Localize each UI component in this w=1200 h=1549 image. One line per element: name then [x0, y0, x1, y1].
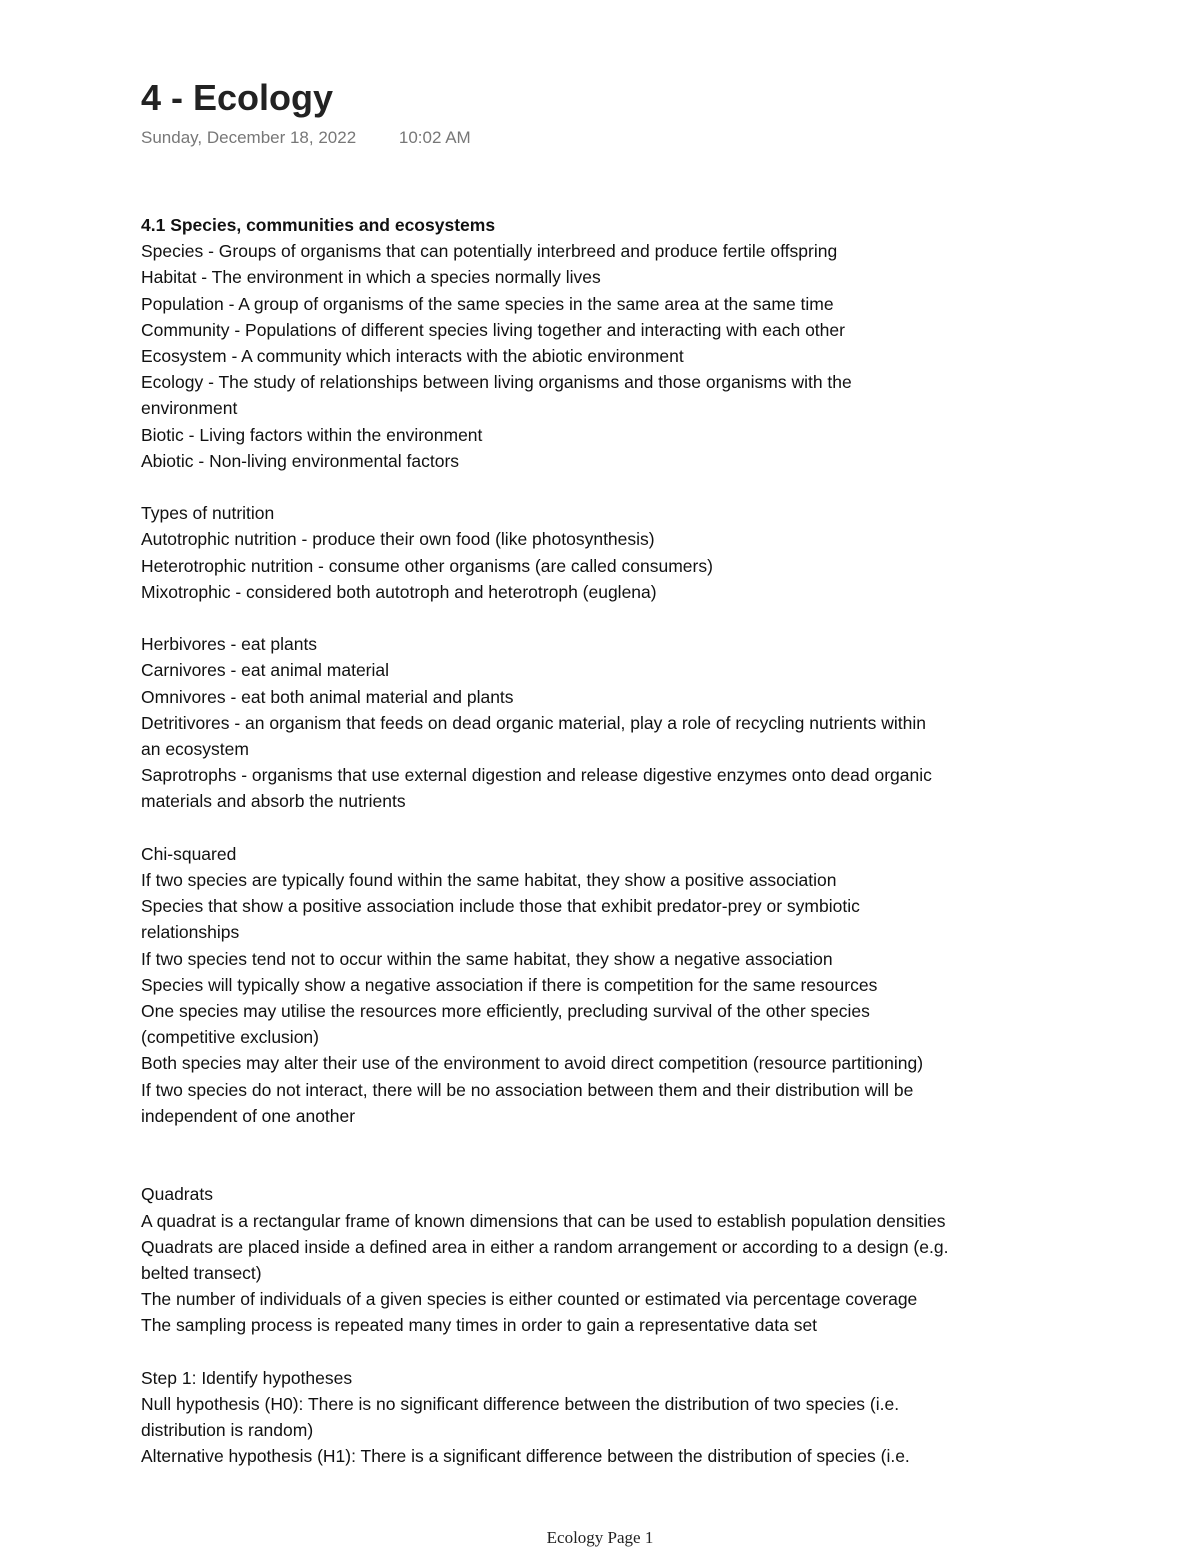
page-title: 4 - Ecology	[141, 77, 334, 118]
note-line: Species - Groups of organisms that can potentially interbreed and produce fertile offspring	[141, 241, 838, 262]
page-header	[141, 74, 471, 148]
note-line: One species may utilise the resources more efficiently, precluding survival of the other species	[141, 1001, 870, 1022]
note-line: (competitive exclusion)	[141, 1027, 319, 1048]
note-line: Both species may alter their use of the environment to avoid direct competition (resource partitioning)	[141, 1053, 924, 1074]
section-heading-nutrition: Types of nutrition	[141, 503, 275, 524]
note-line: Autotrophic nutrition - produce their own food (like photosynthesis)	[141, 529, 655, 550]
note-line: Heterotrophic nutrition - consume other organisms (are called consumers)	[141, 555, 713, 576]
note-line: Abiotic - Non-living environmental factors	[141, 450, 460, 471]
note-line: If two species do not interact, there will be no association between them and their distribution will be	[141, 1079, 914, 1100]
blank-line	[141, 1129, 1071, 1181]
note-line: distribution is random)	[141, 1420, 314, 1441]
note-line: an ecosystem	[141, 739, 249, 760]
section-heading-chi-squared: Chi-squared	[141, 843, 237, 864]
note-line: environment	[141, 398, 238, 419]
note-line: The sampling process is repeated many times in order to gain a representative data set	[141, 1315, 818, 1336]
note-line: belted transect)	[141, 1263, 262, 1284]
note-line: Quadrats are placed inside a defined area in either a random arrangement or according to a design (e.g.	[141, 1236, 949, 1257]
blank-line	[141, 815, 1071, 841]
note-line: Species that show a positive association include those that exhibit predator-prey or symbiotic	[141, 896, 860, 917]
page-meta	[141, 128, 471, 148]
note-line: Saprotrophs - organisms that use external digestion and release digestive enzymes onto dead organic	[141, 765, 932, 786]
note-line: relationships	[141, 922, 240, 943]
page-date: Sunday, December 18, 2022	[141, 128, 357, 147]
note-line: Omnivores - eat both animal material and plants	[141, 686, 514, 707]
note-line: Detritivores - an organism that feeds on dead organic material, play a role of recycling nutrients within	[141, 712, 926, 733]
blank-line	[141, 605, 1071, 631]
note-line: If two species are typically found within the same habitat, they show a positive association	[141, 870, 837, 891]
note-line: Alternative hypothesis (H1): There is a significant difference between the distribution of species (i.e.	[141, 1446, 910, 1467]
section-heading-quadrats: Quadrats	[141, 1184, 213, 1205]
note-line: The number of individuals of a given species is either counted or estimated via percentage coverage	[141, 1289, 918, 1310]
note-line: Biotic - Living factors within the environment	[141, 424, 483, 445]
note-line: Null hypothesis (H0): There is no significant difference between the distribution of two species (i.e.	[141, 1394, 900, 1415]
note-line: Population - A group of organisms of the same species in the same area at the same time	[141, 293, 834, 314]
section-heading-step-1: Step 1: Identify hypotheses	[141, 1367, 353, 1388]
note-line: If two species tend not to occur within the same habitat, they show a negative association	[141, 948, 833, 969]
blank-line	[141, 474, 1071, 500]
page-time: 10:02 AM	[398, 128, 471, 147]
note-body	[141, 212, 1071, 1470]
note-line: Ecology - The study of relationships between living organisms and those organisms with the	[141, 372, 852, 393]
note-line: Habitat - The environment in which a species normally lives	[141, 267, 601, 288]
blank-line	[141, 1339, 1071, 1365]
note-line: Mixotrophic - considered both autotroph and heterotroph (euglena)	[141, 581, 657, 602]
section-heading-species: 4.1 Species, communities and ecosystems	[141, 215, 496, 235]
page-footer: Ecology Page 1	[546, 1528, 654, 1547]
note-line: Species will typically show a negative association if there is competition for the same resources	[141, 974, 878, 995]
note-line: Community - Populations of different species living together and interacting with each other	[141, 319, 845, 340]
note-line: materials and absorb the nutrients	[141, 791, 406, 812]
note-line: Carnivores - eat animal material	[141, 660, 390, 681]
note-line: Herbivores - eat plants	[141, 634, 318, 655]
note-line: independent of one another	[141, 1105, 356, 1126]
note-line: Ecosystem - A community which interacts with the abiotic environment	[141, 346, 684, 367]
note-line: A quadrat is a rectangular frame of known dimensions that can be used to establish population densities	[141, 1210, 946, 1231]
